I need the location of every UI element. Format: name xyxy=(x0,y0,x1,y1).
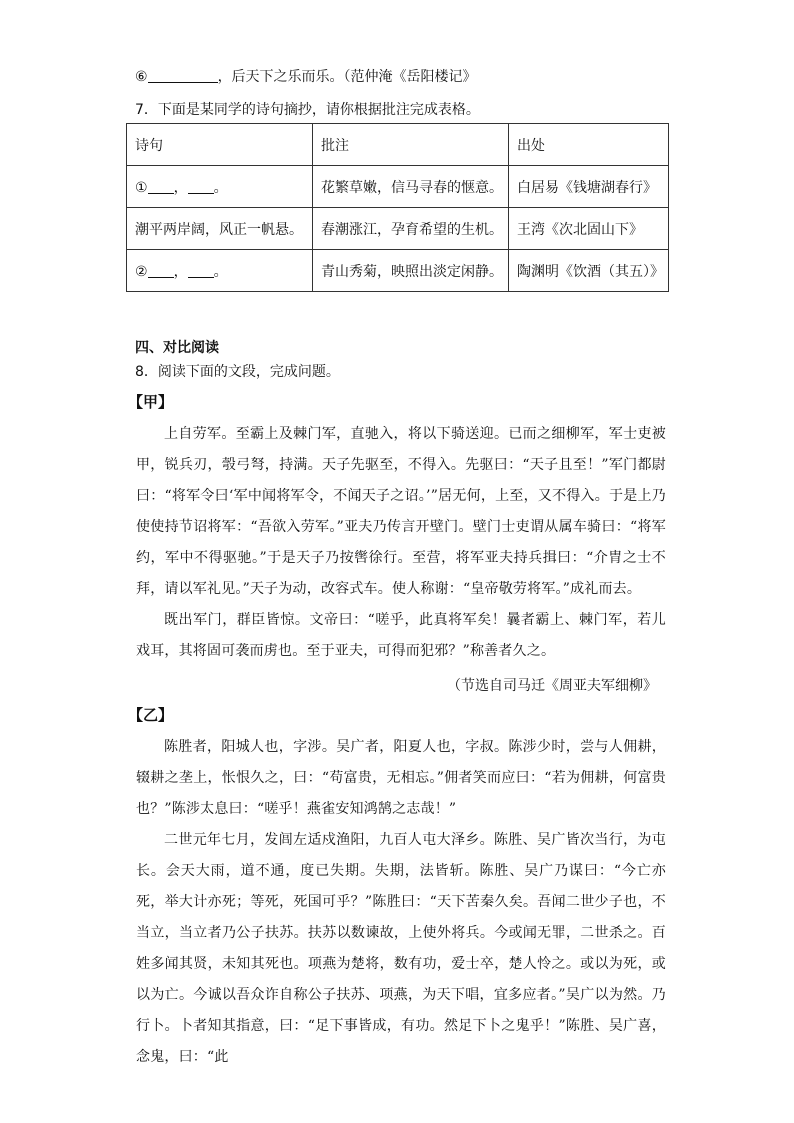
fill-blank[interactable] xyxy=(148,179,174,194)
header-note: 批注 xyxy=(313,124,509,166)
passage-jia-label: 【甲】 xyxy=(128,393,174,411)
question-6-text: ，后天下之乐而乐。（范仲淹《岳阳楼记》 xyxy=(217,69,477,85)
passage-paragraph: 既出军门，群臣皆惊。文帝曰：“嗟乎，此真将军矣！曩者霸上、棘门军，若儿戏耳，其将固可袭而虏也。至于亚夫，可得而犯邪？”称善者久之。 xyxy=(136,612,666,659)
source-cell: 王湾《次北固山下》 xyxy=(509,208,669,250)
passage-yi-label: 【乙】 xyxy=(128,706,174,724)
table-row xyxy=(127,166,669,208)
circled-number: ② xyxy=(135,263,148,280)
table-header-row xyxy=(127,124,669,166)
source-cell: 陶渊明《饮酒（其五）》 xyxy=(509,250,669,292)
fill-blank[interactable] xyxy=(148,263,174,278)
passage-jia xyxy=(136,419,666,667)
circled-number: ① xyxy=(135,179,148,196)
circled-number: ⑥ xyxy=(135,69,148,85)
fill-blank[interactable] xyxy=(148,68,218,83)
comma: ， xyxy=(173,263,188,280)
note-cell: 青山秀菊，映照出淡定闲静。 xyxy=(313,250,509,292)
poem-table xyxy=(126,123,669,292)
table-row xyxy=(127,208,669,250)
poem-cell xyxy=(127,250,313,292)
source-cell: 白居易《钱塘湖春行》 xyxy=(509,166,669,208)
passage-yi xyxy=(136,732,666,1073)
header-poem: 诗句 xyxy=(127,124,313,166)
period: 。 xyxy=(213,263,228,280)
section-title: 四、对比阅读 xyxy=(135,340,219,356)
question-6-line xyxy=(135,66,477,86)
fill-blank[interactable] xyxy=(188,179,214,194)
question-8-prompt: 8．阅读下面的文段，完成问题。 xyxy=(135,364,340,380)
poem-cell xyxy=(127,166,313,208)
passage-jia-source: （节选自司马迁《周亚夫军细柳》 xyxy=(447,678,657,694)
passage-paragraph: 陈胜者，阳城人也，字涉。吴广者，阳夏人也，字叔。陈涉少时，尝与人佣耕，辍耕之垄上，怅恨久之，曰：“苟富贵，无相忘。”佣者笑而应曰：“若为佣耕，何富贵也？”陈涉太息曰：“嗟乎！燕雀安知鸿鹄之志哉！” xyxy=(136,739,666,817)
header-source: 出处 xyxy=(509,124,669,166)
period: 。 xyxy=(213,179,228,196)
comma: ， xyxy=(173,179,188,196)
poem-cell: 潮平两岸阔，风正一帆悬。 xyxy=(127,208,313,250)
passage-paragraph: 二世元年七月，发闾左适戍渔阳，九百人屯大泽乡。陈胜、吴广皆次当行，为屯长。会天大雨，道不通，度已失期。失期，法皆斩。陈胜、吴广乃谋曰：“今亡亦死，举大计亦死；等死，死国可乎？”陈胜曰：“天下苦秦久矣。吾闻二世少子也，不当立，当立者乃公子扶苏。扶苏以数谏故，上使外将兵。今或闻无罪，二世杀之。百姓多闻其贤，未知其死也。项燕为楚将，数有功，爱士卒，楚人怜之。或以为死，或以为亡。今诚以吾众诈自称公子扶苏、项燕，为天下唱，宜多应者。”吴广以为然。乃行卜。卜者知其指意，曰：“足下事皆成，有功。然足下卜之鬼乎！”陈胜、吴广喜，念鬼，曰：“此 xyxy=(136,832,666,1065)
table-row xyxy=(127,250,669,292)
fill-blank[interactable] xyxy=(188,263,214,278)
passage-paragraph: 上自劳军。至霸上及棘门军，直驰入，将以下骑送迎。已而之细柳军，军士吏被甲，锐兵刃，彀弓弩，持满。天子先驱至，不得入。先驱曰：“天子且至！”军门都尉曰：“将军令曰‘军中闻将军令，不闻天子之诏。’”居无何，上至，又不得入。于是上乃使使持节诏将军：“吾欲入劳军。”亚夫乃传言开壁门。壁门士吏谓从属车骑曰：“将军约，军中不得驱驰。”于是天子乃按辔徐行。至营，将军亚夫持兵揖曰：“介胄之士不拜，请以军礼见。”天子为动，改容式车。使人称谢：“皇帝敬劳将军。”成礼而去。 xyxy=(136,426,666,597)
question-7-prompt: 7．下面是某同学的诗句摘抄，请你根据批注完成表格。 xyxy=(135,102,480,118)
note-cell: 春潮涨江，孕育希望的生机。 xyxy=(313,208,509,250)
note-cell: 花繁草嫩，信马寻春的惬意。 xyxy=(313,166,509,208)
